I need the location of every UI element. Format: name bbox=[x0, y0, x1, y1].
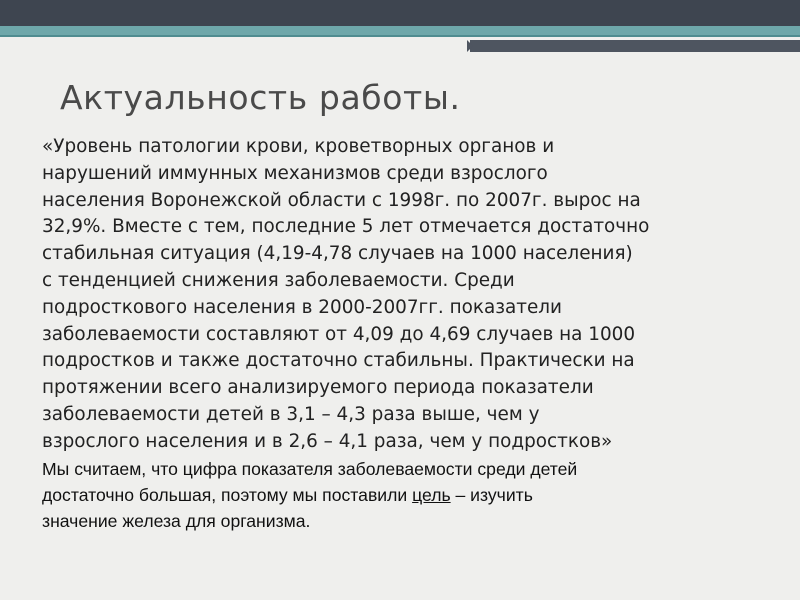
accent-band bbox=[0, 26, 800, 35]
quote-line: населения Воронежской области с 1998г. по 2007г. вырос на bbox=[42, 189, 641, 211]
conclusion-text: достаточно большая, поэтому мы поставили bbox=[42, 484, 413, 505]
goal-word: цель bbox=[412, 484, 451, 505]
quote-line: подросткового населения в 2000-2007гг. показатели bbox=[42, 296, 563, 318]
conclusion-line bbox=[42, 482, 767, 508]
quote-line: 32,9%. Вместе с тем, последние 5 лет отмечается достаточно bbox=[42, 216, 650, 238]
quote-line: заболеваемости детей в 3,1 – 4,3 раза выше, чем у bbox=[42, 403, 540, 425]
header-tab bbox=[470, 40, 800, 52]
conclusion-text: – изучить bbox=[450, 484, 533, 505]
slide-body bbox=[42, 134, 767, 535]
header-band bbox=[0, 0, 800, 26]
accent-line bbox=[0, 35, 800, 37]
tab-arrow-icon bbox=[467, 40, 473, 52]
quote-line: нарушений иммунных механизмов среди взрослого bbox=[42, 162, 548, 184]
quote-line: с тенденцией снижения заболеваемости. Среди bbox=[42, 269, 515, 291]
conclusion-line: значение железа для организма. bbox=[42, 511, 311, 532]
quote-line: стабильная ситуация (4,19-4,78 случаев на 1000 населения) bbox=[42, 243, 633, 265]
quote-line: протяжении всего анализируемого периода показатели bbox=[42, 377, 594, 399]
conclusion-paragraph bbox=[42, 456, 767, 535]
quote-line: заболеваемости составляют от 4,09 до 4,69 случаев на 1000 bbox=[42, 323, 636, 345]
quote-line: взрослого населения и в 2,6 – 4,1 раза, чем у подростков» bbox=[42, 430, 613, 452]
quote-line: «Уровень патологии крови, кроветворных органов и bbox=[42, 136, 555, 157]
quote-paragraph bbox=[42, 134, 767, 456]
quote-line: подростков и также достаточно стабильны. Практически на bbox=[42, 350, 635, 372]
conclusion-line: Мы считаем, что цифра показателя заболеваемости среди детей bbox=[42, 458, 578, 479]
slide-title: Актуальность работы. bbox=[60, 78, 461, 117]
